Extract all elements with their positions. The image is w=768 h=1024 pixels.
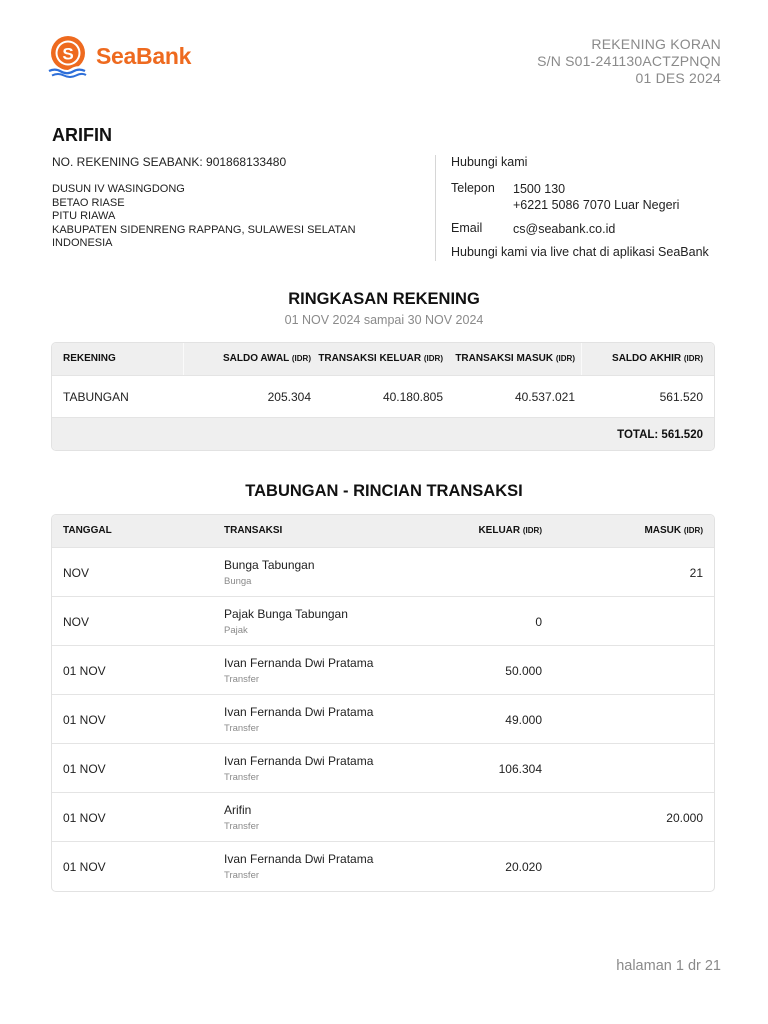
phone-numbers [513, 181, 679, 213]
tx-description: Ivan Fernanda Dwi Pratama [224, 852, 374, 866]
transactions-table [51, 514, 715, 892]
header-out: KELUAR (IDR) [478, 525, 542, 536]
table-row [52, 694, 714, 744]
document-date: 01 DES 2024 [635, 70, 721, 86]
tx-date: 01 NOV [63, 811, 106, 825]
header-credit: TRANSAKSI MASUK (IDR) [455, 353, 575, 364]
seabank-s-wave-logo-icon [46, 34, 90, 78]
contact-heading: Hubungi kami [451, 155, 528, 169]
phone-international[interactable]: +6221 5086 7070 Luar Negeri [513, 198, 680, 212]
header-transaction: TRANSAKSI [224, 525, 283, 536]
tx-description: Bunga Tabungan [224, 558, 315, 572]
tx-description: Ivan Fernanda Dwi Pratama [224, 705, 374, 719]
table-row [52, 743, 714, 793]
tx-out: 0 [535, 615, 542, 629]
tx-type: Transfer [224, 674, 260, 685]
tx-date: 01 NOV [63, 860, 106, 874]
address-line: INDONESIA [52, 237, 113, 249]
opening-balance: 205.304 [267, 390, 311, 404]
tx-in: 21 [689, 566, 703, 580]
tx-date: 01 NOV [63, 762, 106, 776]
customer-address [52, 183, 356, 251]
tx-date: 01 NOV [63, 664, 106, 678]
transactions-title: TABUNGAN - RINCIAN TRANSAKSI [245, 482, 523, 500]
closing-balance: 561.520 [659, 390, 703, 404]
header-account: REKENING [63, 353, 116, 364]
customer-name: ARIFIN [52, 125, 112, 145]
seabank-logo [46, 34, 191, 78]
account-number: NO. REKENING SEABANK: 901868133480 [52, 155, 287, 169]
tx-date: 01 NOV [63, 713, 106, 727]
document-meta [537, 36, 721, 87]
tx-type: Bunga [224, 576, 252, 587]
summary-table [51, 342, 715, 451]
table-row [52, 596, 714, 646]
summary-table-header [52, 343, 714, 375]
address-line: PITU RIAWA [52, 210, 116, 222]
credit-total: 40.537.021 [514, 390, 575, 404]
transactions-table-header [52, 515, 714, 547]
header-date: TANGGAL [63, 525, 112, 536]
table-row [52, 792, 714, 842]
document-serial: S/N S01-241130ACTZPNQN [537, 53, 721, 69]
tx-out: 20.020 [505, 860, 542, 874]
tx-description: Ivan Fernanda Dwi Pratama [224, 656, 374, 670]
summary-total: TOTAL: 561.520 [617, 429, 703, 441]
tx-type: Pajak [224, 625, 248, 636]
header-closing-balance: SALDO AKHIR (IDR) [612, 353, 703, 364]
page-number: halaman 1 dr 21 [616, 958, 721, 974]
debit-total: 40.180.805 [382, 390, 443, 404]
email-link[interactable]: cs@seabank.co.id [513, 222, 616, 236]
tx-type: Transfer [224, 772, 260, 783]
tx-out: 50.000 [505, 664, 542, 678]
tx-date: NOV [63, 566, 90, 580]
tx-type: Transfer [224, 723, 260, 734]
vertical-divider [435, 155, 436, 261]
address-line: KABUPATEN SIDENRENG RAPPANG, SULAWESI SELATAN [52, 223, 356, 236]
header-in: MASUK (IDR) [644, 525, 703, 536]
header-opening-balance: SALDO AWAL (IDR) [222, 353, 311, 364]
tx-type: Transfer [224, 870, 260, 881]
brand-name: SeaBank [96, 42, 192, 69]
header-debit: TRANSAKSI KELUAR (IDR) [318, 353, 443, 364]
svg-text:S: S [62, 44, 74, 64]
tx-in: 20.000 [666, 811, 703, 825]
document-type: REKENING KORAN [591, 36, 721, 52]
email-label: Email [451, 221, 483, 235]
phone-primary[interactable]: 1500 130 [513, 182, 566, 196]
tx-type: Transfer [224, 821, 260, 832]
account-name: TABUNGAN [63, 390, 129, 404]
tx-description: Arifin [224, 803, 252, 817]
table-row [52, 547, 714, 597]
summary-title: RINGKASAN REKENING [288, 290, 480, 308]
contact-email [451, 221, 751, 237]
table-row [52, 841, 714, 891]
contact-phone [451, 181, 751, 215]
tx-out: 106.304 [498, 762, 542, 776]
tx-description: Ivan Fernanda Dwi Pratama [224, 754, 374, 768]
tx-description: Pajak Bunga Tabungan [224, 607, 348, 621]
address-line: BETAO RIASE [52, 196, 125, 209]
table-row [52, 375, 714, 417]
summary-total-row [52, 417, 714, 451]
summary-period: 01 NOV 2024 sampai 30 NOV 2024 [284, 313, 484, 327]
tx-date: NOV [63, 615, 90, 629]
table-row [52, 645, 714, 695]
phone-label: Telepon [451, 181, 495, 195]
tx-out: 49.000 [505, 713, 542, 727]
live-chat-note: Hubungi kami via live chat di aplikasi SeaBank [451, 245, 709, 259]
address-line: DUSUN IV WASINGDONG [52, 183, 185, 195]
